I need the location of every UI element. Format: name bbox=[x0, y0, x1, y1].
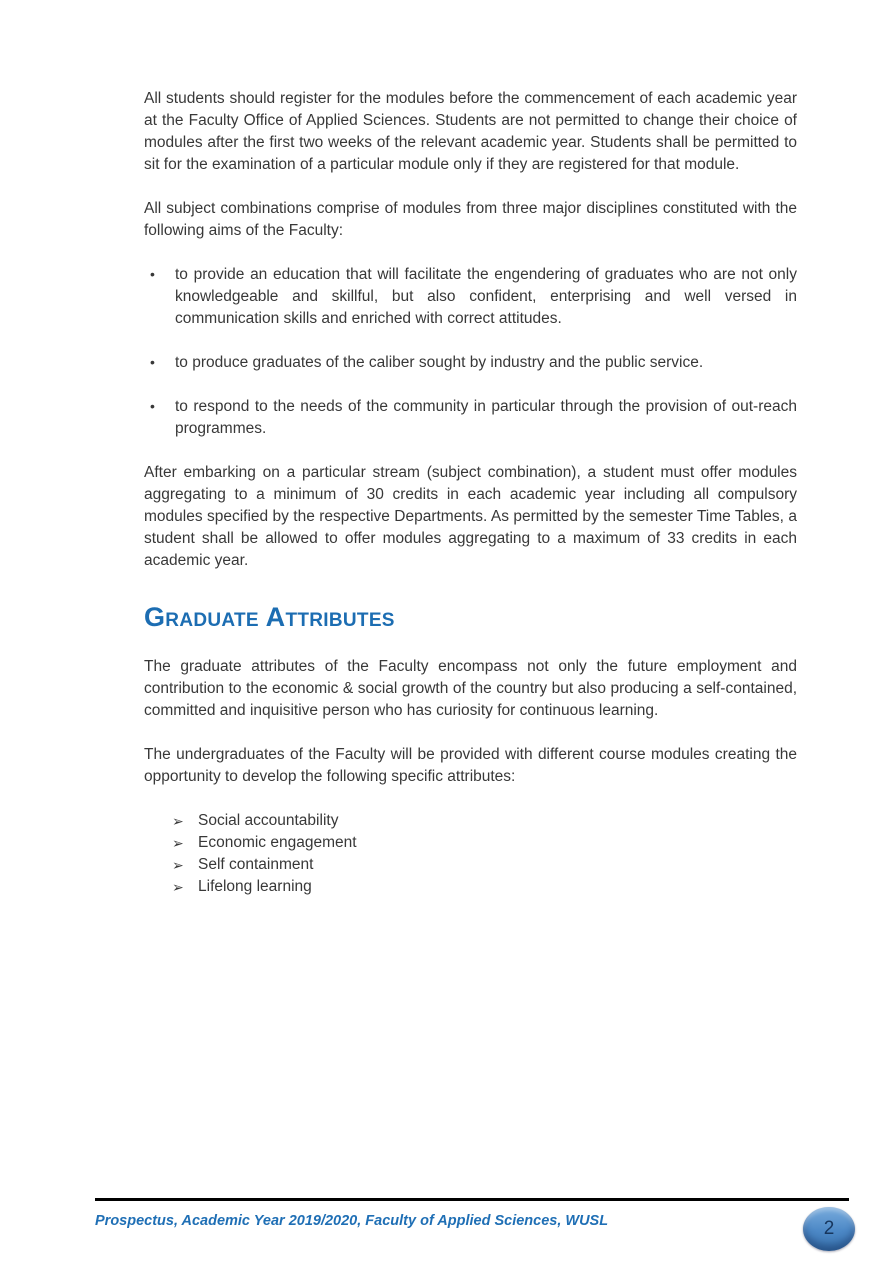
paragraph-credits: After embarking on a particular stream (subject combination), a student must offer modules aggregating to a minimum of 30 credits in each academic year including all compulsory modules specified by the respective Departments. As permitted by the semester Time Tables, a student shall be allowed to offer modules aggregating to a maximum of 33 credits in each academic year. bbox=[144, 464, 797, 569]
list-item bbox=[144, 264, 797, 330]
list-item bbox=[172, 876, 797, 898]
bullet-icon: • bbox=[150, 398, 155, 414]
list-item bbox=[144, 352, 797, 374]
section-heading: Graduate Attributes bbox=[144, 602, 395, 632]
arrow-bullet-icon: ➢ bbox=[172, 879, 184, 895]
bullet-icon: • bbox=[150, 354, 155, 370]
list-item bbox=[144, 396, 797, 440]
specific-attributes-list bbox=[144, 810, 797, 898]
list-item bbox=[172, 832, 797, 854]
list-item bbox=[172, 854, 797, 876]
footer-rule bbox=[95, 1198, 849, 1201]
list-item-text: to respond to the needs of the community in particular through the provision of out-reach programmes. bbox=[175, 398, 797, 437]
page-number-badge bbox=[803, 1207, 855, 1251]
paragraph-registration: All students should register for the modules before the commencement of each academic year at the Faculty Office of Applied Sciences. Students are not permitted to change their choice of modules after the first two weeks of the relevant academic year. Students shall be permitted to sit for the examination of a particular module only if they are registered for that module. bbox=[144, 90, 797, 173]
list-item-text: Economic engagement bbox=[198, 834, 357, 851]
faculty-aims-list bbox=[144, 264, 797, 440]
list-item-text: to provide an education that will facilitate the engendering of graduates who are not only knowledgeable and skillful, but also confident, enterprising and well versed in communication skills and enriched with correct attitudes. bbox=[175, 266, 797, 327]
paragraph-attributes-intro: The graduate attributes of the Faculty encompass not only the future employment and contribution to the economic & social growth of the country but also producing a self-contained, committed and inquisitive person who has curiosity for continuous learning. bbox=[144, 658, 797, 719]
list-item bbox=[172, 810, 797, 832]
page-number: 2 bbox=[823, 1218, 835, 1239]
footer-citation: Prospectus, Academic Year 2019/2020, Faculty of Applied Sciences, WUSL bbox=[95, 1213, 609, 1229]
list-item-text: Self containment bbox=[198, 856, 314, 873]
paragraph-subject-combinations: All subject combinations comprise of modules from three major disciplines constituted with the following aims of the Faculty: bbox=[144, 200, 797, 239]
paragraph-modules-intro: The undergraduates of the Faculty will be provided with different course modules creating the opportunity to develop the following specific attributes: bbox=[144, 746, 797, 785]
arrow-bullet-icon: ➢ bbox=[172, 835, 184, 851]
arrow-bullet-icon: ➢ bbox=[172, 857, 184, 873]
page-content bbox=[144, 88, 797, 898]
arrow-bullet-icon: ➢ bbox=[172, 813, 184, 829]
bullet-icon: • bbox=[150, 266, 155, 282]
list-item-text: to produce graduates of the caliber sought by industry and the public service. bbox=[175, 354, 704, 371]
list-item-text: Social accountability bbox=[198, 812, 339, 829]
list-item-text: Lifelong learning bbox=[198, 878, 312, 895]
